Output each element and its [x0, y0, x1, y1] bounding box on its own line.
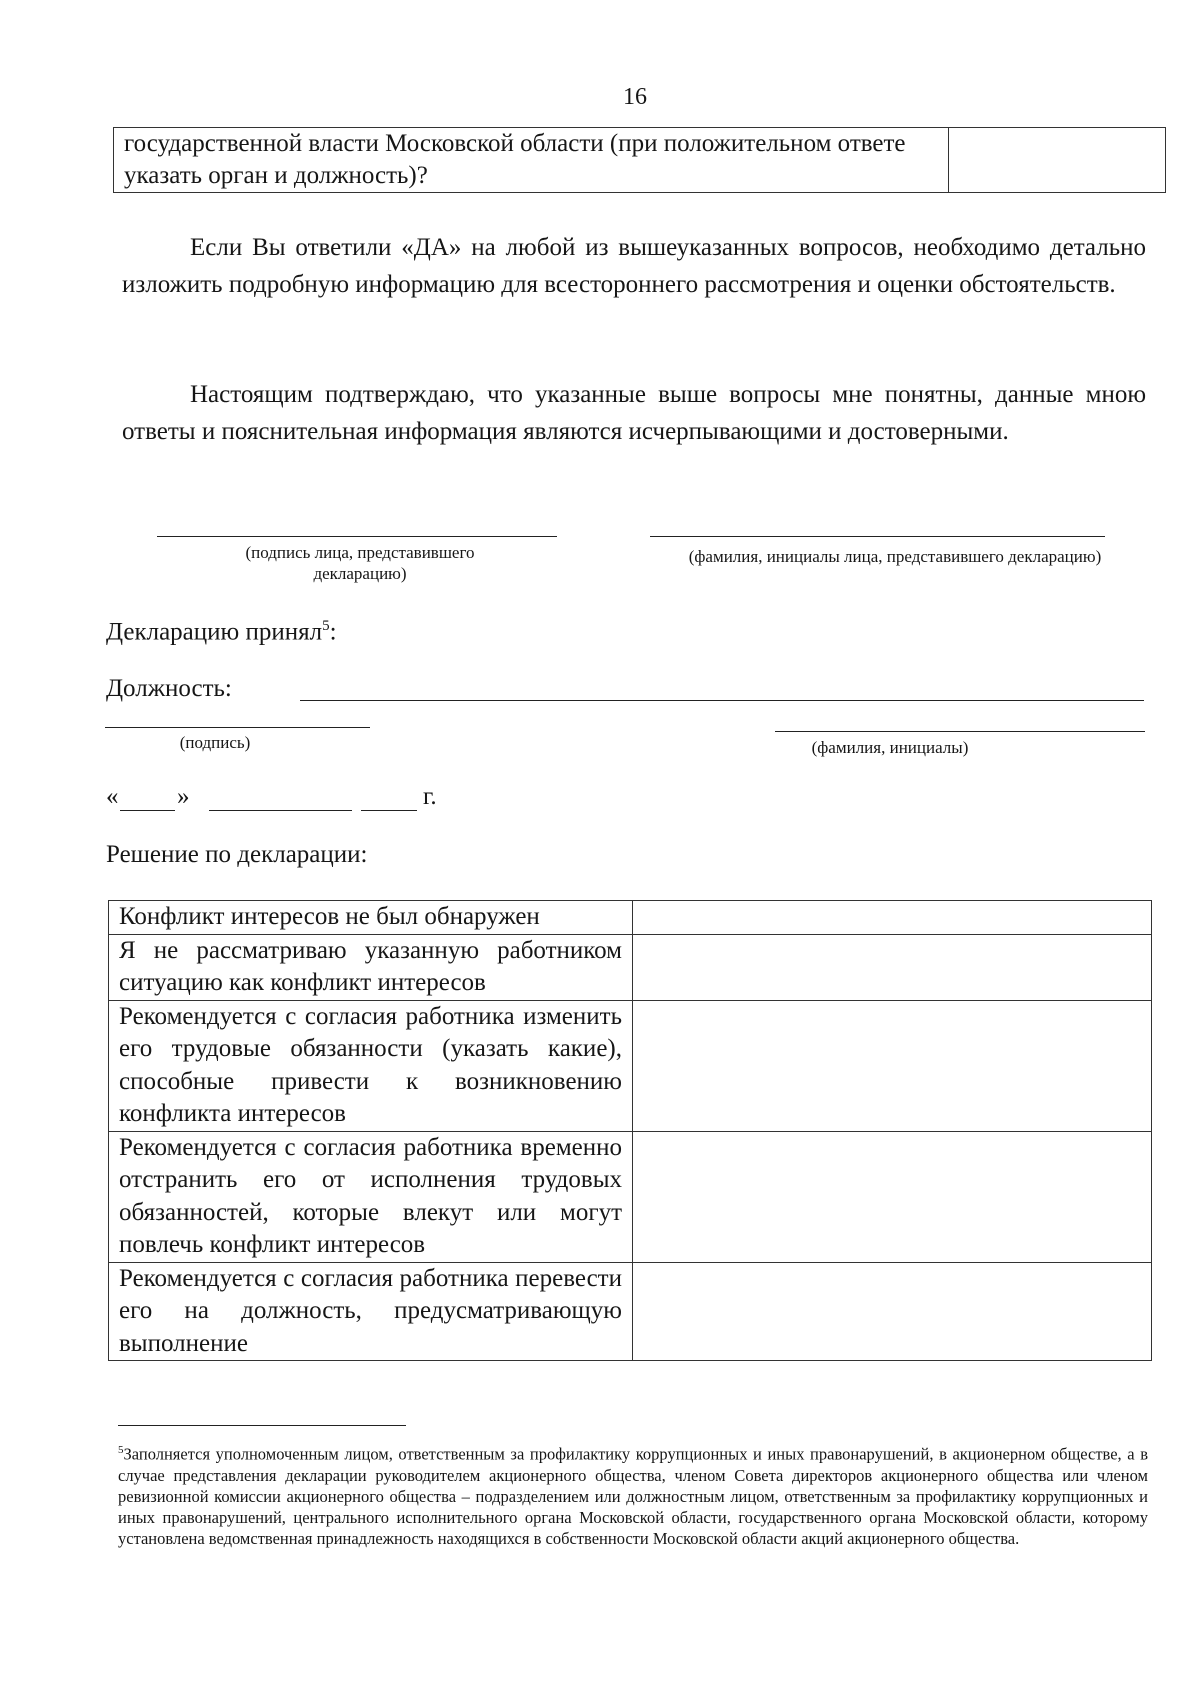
table-row [109, 934, 1152, 1000]
footnote-mark: 5 [118, 1444, 124, 1456]
date-year-suffix: г. [423, 783, 437, 810]
accepted-label-text: Декларацию принял [106, 618, 323, 646]
decision-answer-cell[interactable] [633, 901, 1152, 935]
position-label: Должность: [106, 675, 232, 702]
acceptor-name-caption: (фамилия, инициалы) [811, 738, 969, 757]
confirmation-paragraph [122, 376, 1146, 450]
table-row [109, 1262, 1152, 1361]
answer-cell[interactable] [949, 128, 1166, 193]
date-open-quote: « [106, 783, 119, 810]
instruction-paragraph [122, 229, 1146, 303]
table-row [109, 1000, 1152, 1131]
decision-answer-cell[interactable] [633, 1000, 1152, 1131]
acceptor-signature-line[interactable] [105, 727, 370, 728]
decision-option-text: Я не рассматриваю указанную работником ситуацию как конфликт интересов [109, 934, 633, 1000]
question-cell: государственной власти Московской области (при положительном ответе указать орган и должность)? [114, 128, 949, 193]
footnote-separator [118, 1425, 406, 1426]
instruction-text: Если Вы ответили «ДА» на любой из вышеуказанных вопросов, необходимо детально изложить подробную информацию для всестороннего рассмотрения и оценки обстоятельств. [122, 234, 1146, 298]
decision-answer-cell[interactable] [633, 1131, 1152, 1262]
declarant-name-caption: (фамилия, инициалы лица, представившего декларацию) [688, 547, 1102, 566]
decision-table [108, 900, 1152, 1361]
decision-answer-cell[interactable] [633, 934, 1152, 1000]
confirmation-text: Настоящим подтверждаю, что указанные выше вопросы мне понятны, данные мною ответы и пояснительная информация являются исчерпывающими и достоверными. [122, 381, 1146, 445]
footnote [118, 1440, 1148, 1549]
accepted-label [106, 611, 337, 647]
decision-option-text: Рекомендуется с согласия работника временно отстранить его от исполнения трудовых обязанностей, которые влекут или могут повлечь конфликт интересов [109, 1131, 633, 1262]
decision-answer-cell[interactable] [633, 1262, 1152, 1361]
question-table [113, 127, 1166, 193]
date-year-blank[interactable] [361, 810, 417, 811]
table-row [114, 128, 1166, 193]
accepted-colon: : [329, 618, 337, 646]
footnote-text: Заполняется уполномоченным лицом, ответственным за профилактику коррупционных и иных правонарушений, в акционерном обществе, а в случае представления декларации руководителем акционерного общества, членом Совета директоров акционерного общества или членом ревизионной комиссии акционерного общества – подразделением или должностным лицом, ответственным за профилактику коррупционных и иных правонарушений, центрального исполнительного органа Московской области, государственного органа Московской области, которому установлена ведомственная принадлежность находящихся в собственности Московской области акций акционерного общества. [118, 1444, 1148, 1548]
footnote-reference: 5 [322, 618, 330, 634]
date-close-quote: » [177, 783, 190, 810]
date-line [106, 782, 446, 818]
date-month-blank[interactable] [209, 810, 352, 811]
position-line[interactable] [300, 700, 1144, 701]
decision-option-text: Рекомендуется с согласия работника изменить его трудовые обязанности (указать какие), способные привести к возникновению конфликта интересов [109, 1000, 633, 1131]
declarant-signature-caption: (подпись лица, представившего декларацию) [245, 543, 475, 583]
table-row [109, 901, 1152, 935]
declarant-signature-line[interactable] [157, 536, 557, 537]
decision-option-text: Конфликт интересов не был обнаружен [109, 901, 633, 935]
decision-option-text: Рекомендуется с согласия работника перевести его на должность, предусматривающую выполнение [109, 1262, 633, 1361]
decision-label: Решение по декларации: [106, 841, 368, 868]
declarant-name-line[interactable] [650, 536, 1105, 537]
table-row [109, 1131, 1152, 1262]
date-day-blank[interactable] [120, 810, 175, 811]
acceptor-name-line[interactable] [775, 731, 1145, 732]
acceptor-signature-caption: (подпись) [179, 733, 251, 752]
page-number: 16 [623, 84, 647, 110]
